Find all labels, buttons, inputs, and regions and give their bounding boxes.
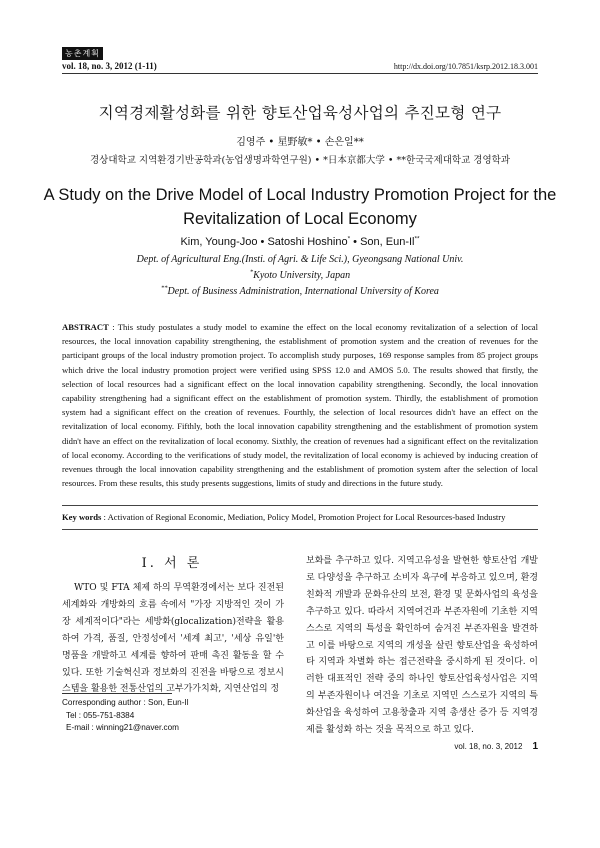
author-separator: • <box>350 236 361 248</box>
author-2-mark: * <box>347 235 351 243</box>
abstract <box>62 320 538 490</box>
body-column-left: WTO 및 FTA 체제 하의 무역환경에서는 보다 진전된 세계화와 개방화의 흐름 속에서 "가장 지방적인 것이 가장 세계적이다"라는 세방화(glocalization)전략을 활용하여 가격, 품질, 안정성에서 '세계 최고', '세상 유일'한 명품을 개발하고 세계를 향하여 판매 촉진 활동을 할 수 있다. 또한 기술혁신과 정보화의 진전을 바탕으로 정보시스템을 활용한 전통산업의 고부가가치화, 지연산업의 정 <box>62 583 284 695</box>
affiliation-3-text: Dept. of Business Administration, International University of Korea <box>167 286 439 297</box>
page-number: 1 <box>532 741 538 752</box>
author-2: Satoshi Hoshino <box>267 236 348 248</box>
affiliation-3-mark: ** <box>161 284 168 292</box>
keywords-text: : Activation of Regional Economic, Mediation, Policy Model, Promotion Project for Local Resources-based Industry <box>101 512 506 522</box>
author-separator: • <box>257 236 268 248</box>
volume-line: vol. 18, no. 3, 2012 (1-11) <box>62 61 157 71</box>
journal-tag: 농촌계획 <box>62 47 103 60</box>
corresponding-author: Corresponding author : Son, Eun-Il <box>62 698 189 707</box>
author-3-mark: ** <box>414 235 420 243</box>
title-english: A Study on the Drive Model of Local Industry Promotion Project for the Revitalization of Local Economy <box>43 186 557 228</box>
page-footer <box>454 741 538 752</box>
author-3: Son, Eun-Il <box>360 236 415 248</box>
keywords-label: Key words <box>62 512 102 522</box>
author-email[interactable]: E-mail : winning21@naver.com <box>66 723 179 732</box>
authors-english <box>0 236 600 248</box>
author-tel: Tel : 055-751-8384 <box>66 710 135 720</box>
keywords-top-rule <box>62 505 538 506</box>
footer-journal: vol. 18, no. 3, 2012 <box>454 742 523 751</box>
body-column-right: 보화를 추구하고 있다. 지역고유성을 발현한 향토산업 개발로 다양성을 추구하고 소비자 욕구에 부응하고 있으며, 환경친화적 개발과 문화유산의 보전, 환경 및 문화사업의 육성을 추구하고 있다. 따라서 지역여건과 부존자원에 기초한 지역 스스로 지역의 특성을 확인하여 숨겨진 부존자원을 발견하고 이를 바탕으로 지역의 개성을 살린 향토산업을 육성하여 타 지역과 차별화 하는 접근전략을 중시하게 된 것이다. 이러한 대표적인 전략 중의 하나인 향토산업육성사업은 지역의 부존자원이나 여건을 기초로 지역민 스스로가 지역의 특화산업을 육성하여 고용창출과 지역 총생산 증가 등 지역경제를 활성화 하는 것을 목적으로 하고 있다. <box>306 556 538 736</box>
affiliation-english-2 <box>0 270 600 281</box>
affiliation-2-text: Kyoto University, Japan <box>253 270 351 281</box>
keywords-bottom-rule <box>62 529 538 530</box>
header-rule <box>62 73 538 74</box>
author-1: Kim, Young-Joo <box>180 236 258 248</box>
abstract-label: ABSTRACT <box>62 322 109 332</box>
footnote-rule <box>62 693 172 694</box>
section-heading: Ⅰ. 서 론 <box>141 556 203 571</box>
corresponding-author-footnote <box>62 697 189 735</box>
affiliation-2-mark: * <box>249 268 254 276</box>
affiliation-korean: 경상대학교 지역환경기반공학과(농업생명과학연구원) • *日本京都大学 • **한국국제대학교 경영학과 <box>89 155 510 166</box>
title-korean: 지역경제활성화를 위한 향토산업육성사업의 추진모형 연구 <box>98 104 502 122</box>
affiliation-english-3 <box>0 286 600 297</box>
authors-korean: 김영주 • 星野敏* • 손은일** <box>236 137 364 148</box>
affiliation-english-1: Dept. of Agricultural Eng.(Insti. of Agri. & Life Sci.), Gyeongsang National Univ. <box>136 254 464 265</box>
abstract-text: : This study postulates a study model to examine the effect on the local economy revitalization of a selection of local resources, the local innovation capability strengthening, the establishment of promotion system and the creation of revenues for the participant groups of the local industry promotion project. To accomplish study purposes, 169 response samples from 85 project groups which drive the local industry promotion project were verified using SPSS 12.0 and AMOS 5.0. The results showed that firstly, the selection of local resources had a significant effect on the local innovation capability strengthening. Secondly, the local innovation capability strengthening had a significant effect on the establishment of promotion system. Thirdly, the establishment of promotion system had a significant effect on the creation of revenues. Fourthly, the selection of local resources didn't have an effect on the revitalization of local economy. Fifthly, both the local innovation capability strengthening and the establishment of promotion system didn't have an effect on the revitalization of local economy. Sixthly, the creation of revenues had a significant effect on the revitalization of local economy. According to the verifications of study model, the revitalization of local economy is achieved by inducing creation of revenues through the local innovation capability strengthening and the establishment of promotion system after the selection of local resources. From these results, this study presents suggestions, limits of study and directions in the future study. <box>62 322 538 489</box>
doi-link[interactable]: http://dx.doi.org/10.7851/ksrp.2012.18.3.001 <box>393 62 538 71</box>
keywords <box>62 512 538 522</box>
